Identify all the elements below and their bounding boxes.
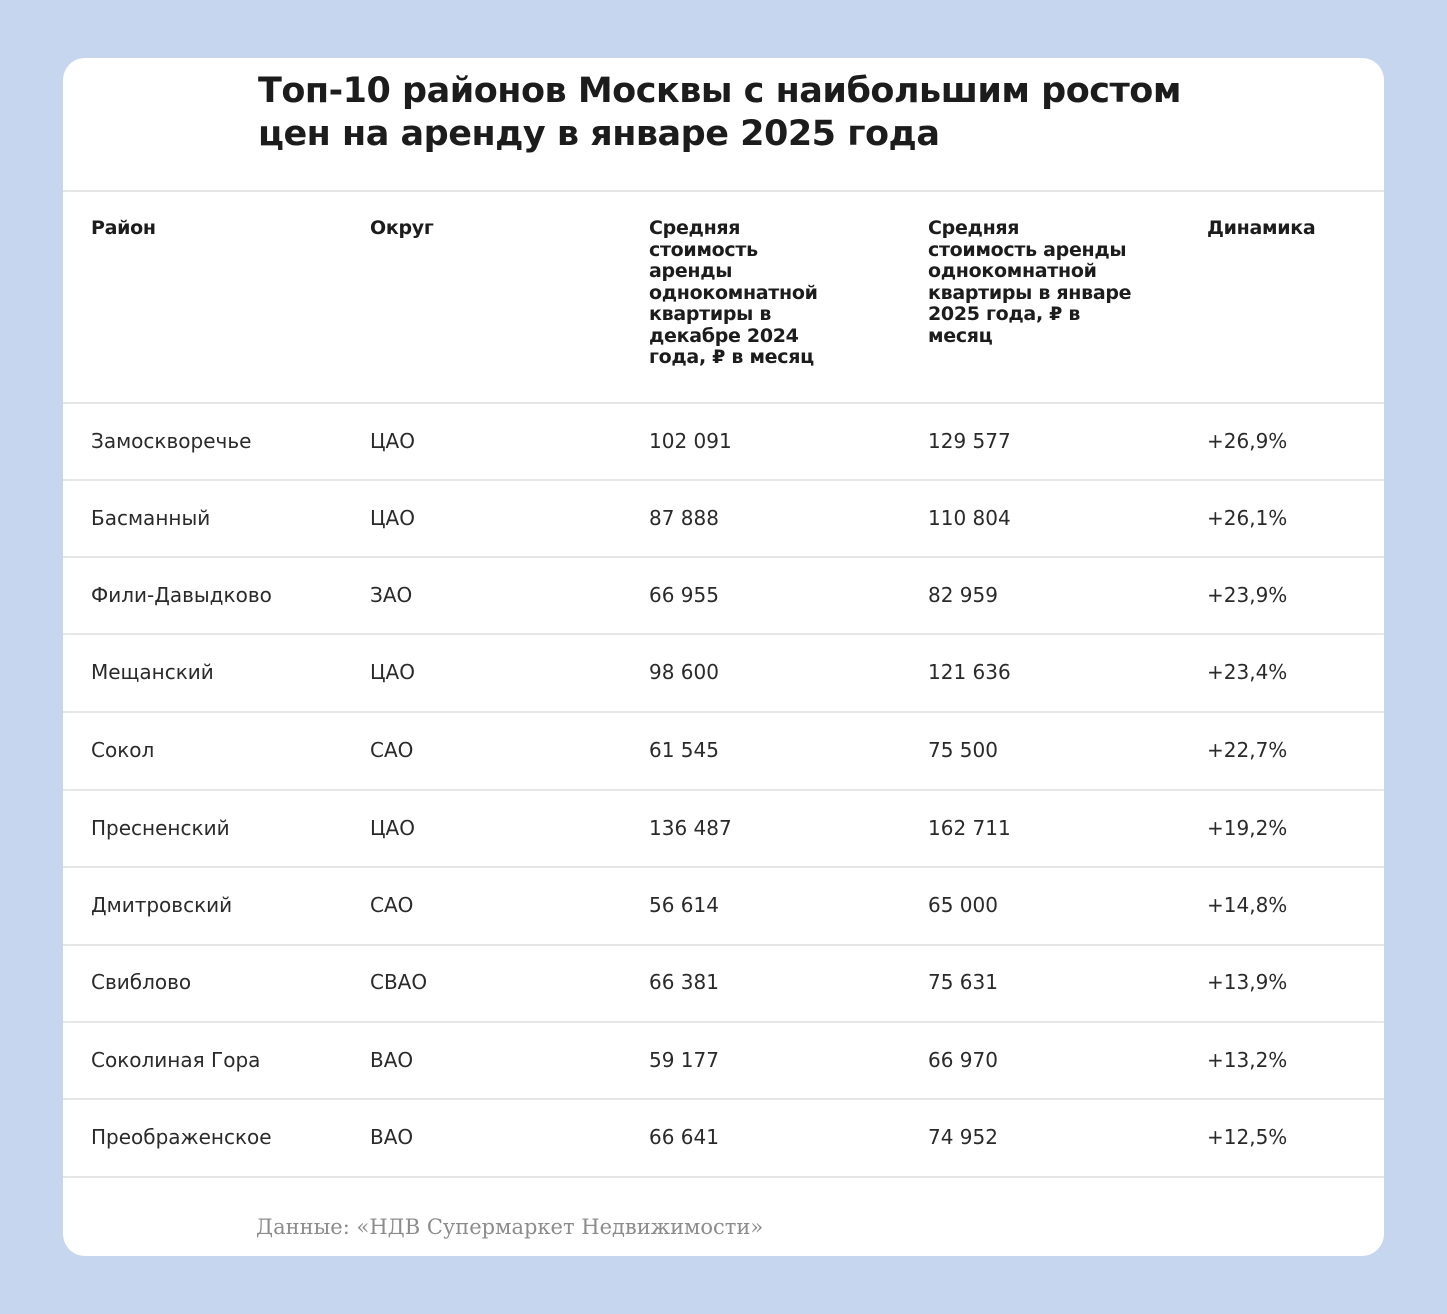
cell-dynamics: +12,5% [1207,1125,1288,1149]
cell-district: Преображенское [91,1125,272,1149]
cell-price-january: 162 711 [928,816,1011,840]
cell-district: Замоскворечье [91,429,252,453]
cell-district: Фили-Давыдково [91,583,272,607]
cell-price-january: 75 500 [928,738,998,762]
cell-price-december: 61 545 [649,738,719,762]
cell-okrug: ЦАО [370,429,415,453]
table-row [63,867,1384,944]
cell-dynamics: +23,9% [1207,583,1288,607]
cell-price-january: 66 970 [928,1048,998,1072]
cell-price-december: 87 888 [649,506,719,530]
cell-okrug: ЦАО [370,506,415,530]
cell-dynamics: +23,4% [1207,660,1288,684]
cell-dynamics: +26,1% [1207,506,1288,530]
header-price-january: Средняя стоимость аренды однокомнатной квартиры в январе 2025 года, ₽ в месяц [928,217,1132,347]
cell-okrug: ВАО [370,1125,414,1149]
header-dynamics: Динамика [1207,217,1316,239]
page-title: Топ-10 районов Москвы с наибольшим ростом цен на аренду в январе 2025 года [258,71,1181,154]
table-row [63,944,1384,1021]
cell-price-january: 110 804 [928,506,1011,530]
cell-price-december: 66 381 [649,970,719,994]
cell-district: Пресненский [91,816,230,840]
table-row [63,712,1384,789]
cell-dynamics: +14,8% [1207,893,1288,917]
cell-district: Соколиная Гора [91,1048,261,1072]
cell-price-january: 75 631 [928,970,998,994]
cell-dynamics: +13,2% [1207,1048,1288,1072]
table-row [63,790,1384,867]
cell-okrug: ЦАО [370,660,415,684]
table-row [63,1099,1384,1176]
header-district: Район [91,217,156,239]
cell-price-january: 74 952 [928,1125,998,1149]
cell-okrug: ВАО [370,1048,414,1072]
header-price-december: Средняя стоимость аренды однокомнатной квартиры в декабре 2024 года, ₽ в месяц [649,217,818,368]
cell-price-january: 129 577 [928,429,1011,453]
cell-price-december: 102 091 [649,429,732,453]
table-row [63,1022,1384,1099]
cell-district: Дмитровский [91,893,233,917]
cell-district: Мещанский [91,660,214,684]
cell-price-december: 98 600 [649,660,719,684]
cell-price-december: 66 955 [649,583,719,607]
table-card [63,58,1384,1256]
divider [63,1176,1384,1178]
cell-price-december: 66 641 [649,1125,719,1149]
table-row [63,480,1384,557]
cell-dynamics: +19,2% [1207,816,1288,840]
cell-dynamics: +13,9% [1207,970,1288,994]
cell-district: Свиблово [91,970,192,994]
source-note: Данные: «НДВ Супермаркет Недвижимости» [256,1215,764,1239]
cell-price-december: 56 614 [649,893,719,917]
cell-price-december: 59 177 [649,1048,719,1072]
table-row [63,557,1384,634]
cell-okrug: ЦАО [370,816,415,840]
cell-okrug: СВАО [370,970,428,994]
table-row [63,634,1384,711]
cell-okrug: САО [370,893,414,917]
cell-price-january: 82 959 [928,583,998,607]
cell-price-january: 121 636 [928,660,1011,684]
cell-price-january: 65 000 [928,893,998,917]
divider [63,190,1384,192]
cell-okrug: САО [370,738,414,762]
cell-price-december: 136 487 [649,816,732,840]
cell-dynamics: +22,7% [1207,738,1288,762]
cell-district: Сокол [91,738,155,762]
cell-okrug: ЗАО [370,583,413,607]
cell-dynamics: +26,9% [1207,429,1288,453]
table-row [63,403,1384,480]
header-okrug: Округ [370,217,434,239]
cell-district: Басманный [91,506,211,530]
